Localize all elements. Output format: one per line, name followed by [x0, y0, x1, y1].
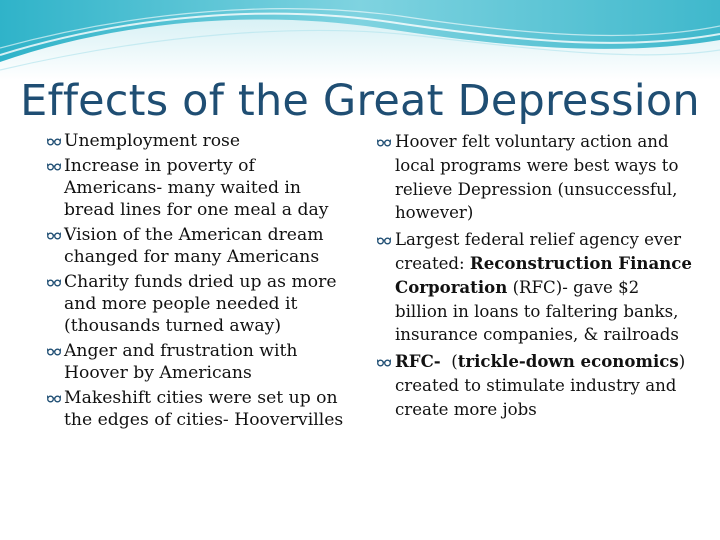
- bullet-text-part: Largest federal relief agency ever created:: [395, 230, 682, 273]
- bullet-text: Increase in poverty of Americans- many waited in bread lines for one meal a day: [64, 156, 329, 220]
- reading-glasses-icon: [47, 344, 61, 358]
- left-bullet-list: [47, 130, 347, 434]
- list-item: [47, 340, 347, 384]
- bullet-text: Anger and frustration with Hoover by Americans: [64, 341, 298, 383]
- reading-glasses-icon: [47, 134, 61, 148]
- slide-title: Effects of the Great Depression: [20, 76, 700, 126]
- reading-glasses-icon: [47, 275, 61, 289]
- list-item: [47, 387, 347, 431]
- list-item: [47, 271, 347, 337]
- list-item: [377, 228, 692, 347]
- bold-term: trickle-down economics: [457, 351, 679, 372]
- reading-glasses-icon: [377, 355, 391, 369]
- bullet-text: Unemployment rose: [64, 131, 241, 151]
- reading-glasses-icon: [47, 391, 61, 405]
- bullet-text: [395, 230, 692, 344]
- right-bullet-list: [377, 130, 692, 425]
- reading-glasses-icon: [377, 135, 391, 149]
- bullet-text-part: ) created to stimulate industry and create more jobs: [395, 352, 686, 419]
- bullet-text: Hoover felt voluntary action and local programs were best ways to relieve Depression (unsuccessful, however): [395, 132, 679, 223]
- bullet-text: Makeshift cities were set up on the edges of cities- Hoovervilles: [64, 388, 344, 430]
- bold-term: Reconstruction Finance Corporation: [395, 252, 692, 297]
- bullet-text-part: (RFC)- gave $2 billion in loans to faltering banks, insurance companies, & railroads: [395, 277, 679, 345]
- list-item: [377, 130, 692, 225]
- bullet-text-part: (: [440, 352, 458, 372]
- bold-term: RFC-: [395, 351, 441, 372]
- reading-glasses-icon: [47, 228, 61, 242]
- list-item: [47, 155, 347, 221]
- reading-glasses-icon: [47, 159, 61, 173]
- bullet-text: [395, 352, 685, 419]
- list-item: [377, 350, 692, 421]
- header-wave-decoration: [0, 0, 720, 80]
- bullet-text: Vision of the American dream changed for many Americans: [64, 225, 324, 267]
- bullet-text: Charity funds dried up as more and more people needed it (thousands turned away): [64, 272, 337, 336]
- header-wave-band: [0, 0, 720, 80]
- list-item: [47, 130, 347, 152]
- reading-glasses-icon: [377, 233, 391, 247]
- list-item: [47, 224, 347, 268]
